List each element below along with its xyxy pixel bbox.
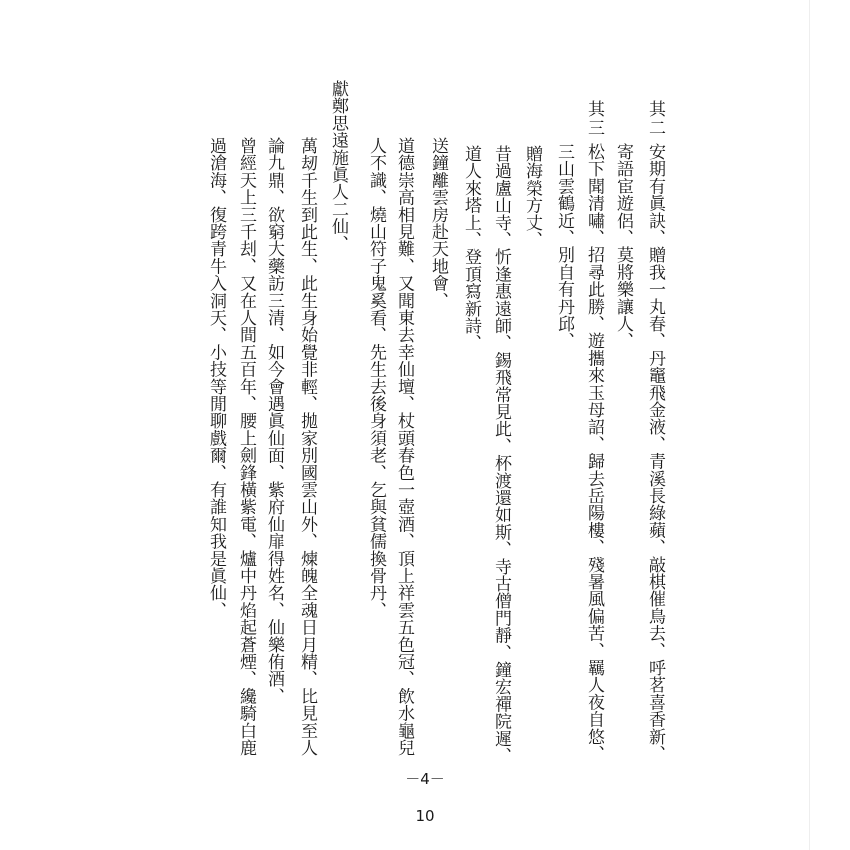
poem-line: 昔過盧山寺、忻逢惠遠師、錫飛常見此、杯渡還如斯、寺古僧門靜、鐘宏禪院遲、 bbox=[491, 145, 511, 765]
page-marker: －4－ bbox=[405, 770, 445, 788]
poem-label-2: 其二 bbox=[645, 100, 665, 138]
poem-title: 送鐘離雲房赴天地會、 bbox=[428, 137, 448, 309]
poem-line: 道人來塔上、登頂寫新詩、 bbox=[461, 145, 481, 352]
poem-line: 三山雲鶴近、別自有丹邱、 bbox=[554, 143, 574, 350]
poem-line: 人不識、燒山符子鬼奚看、先生去後身須老、乞與貧儒換骨丹、 bbox=[366, 137, 386, 619]
poem-line: 曾經天上三千刦、又在人間五百年、腰上劍鋒橫紫電、爐中丹焰起蒼煙、纔騎白鹿 bbox=[236, 137, 256, 757]
poem-line: 論九鼎、欲窮大藥訪三清、如今會遇眞仙面、紫府仙扉得姓名、仙樂侑酒、 bbox=[264, 137, 284, 705]
poem-line: 松下聞清嘯、招尋此勝、遊攜來玉母詔、歸去岳陽樓、殘暑風偏苦、羈人夜自悠、 bbox=[584, 143, 604, 763]
poem-line: 過滄海、復跨青牛入洞天、小技等閒聊戲爾、有誰知我是眞仙、 bbox=[206, 137, 226, 619]
page-number: 10 bbox=[415, 807, 435, 825]
poem-line: 萬刼千生到此生、此生身始覺非輕、拋家別國雲山外、煉魄全魂日月精、比見至人 bbox=[297, 137, 317, 757]
poem-line: 道德崇高相見難、又聞東去幸仙壇、杖頭春色一壺酒、頂上祥雲五色冠、飲水龜兒 bbox=[394, 137, 414, 757]
page-edge bbox=[809, 0, 810, 850]
poem-title: 獻鄭思遠施眞人二仙、 bbox=[328, 80, 348, 252]
poem-line: 安期有眞訣、贈我一丸春、丹竈飛金液、青溪長綠蘋、敲棋催鳥去、呼茗喜香新、 bbox=[645, 143, 665, 763]
poem-title: 贈海榮方丈、 bbox=[522, 145, 542, 249]
poem-line: 寄語宦遊侶、莫將樂讓人、 bbox=[613, 143, 633, 350]
poem-label-3: 其三 bbox=[584, 100, 604, 138]
